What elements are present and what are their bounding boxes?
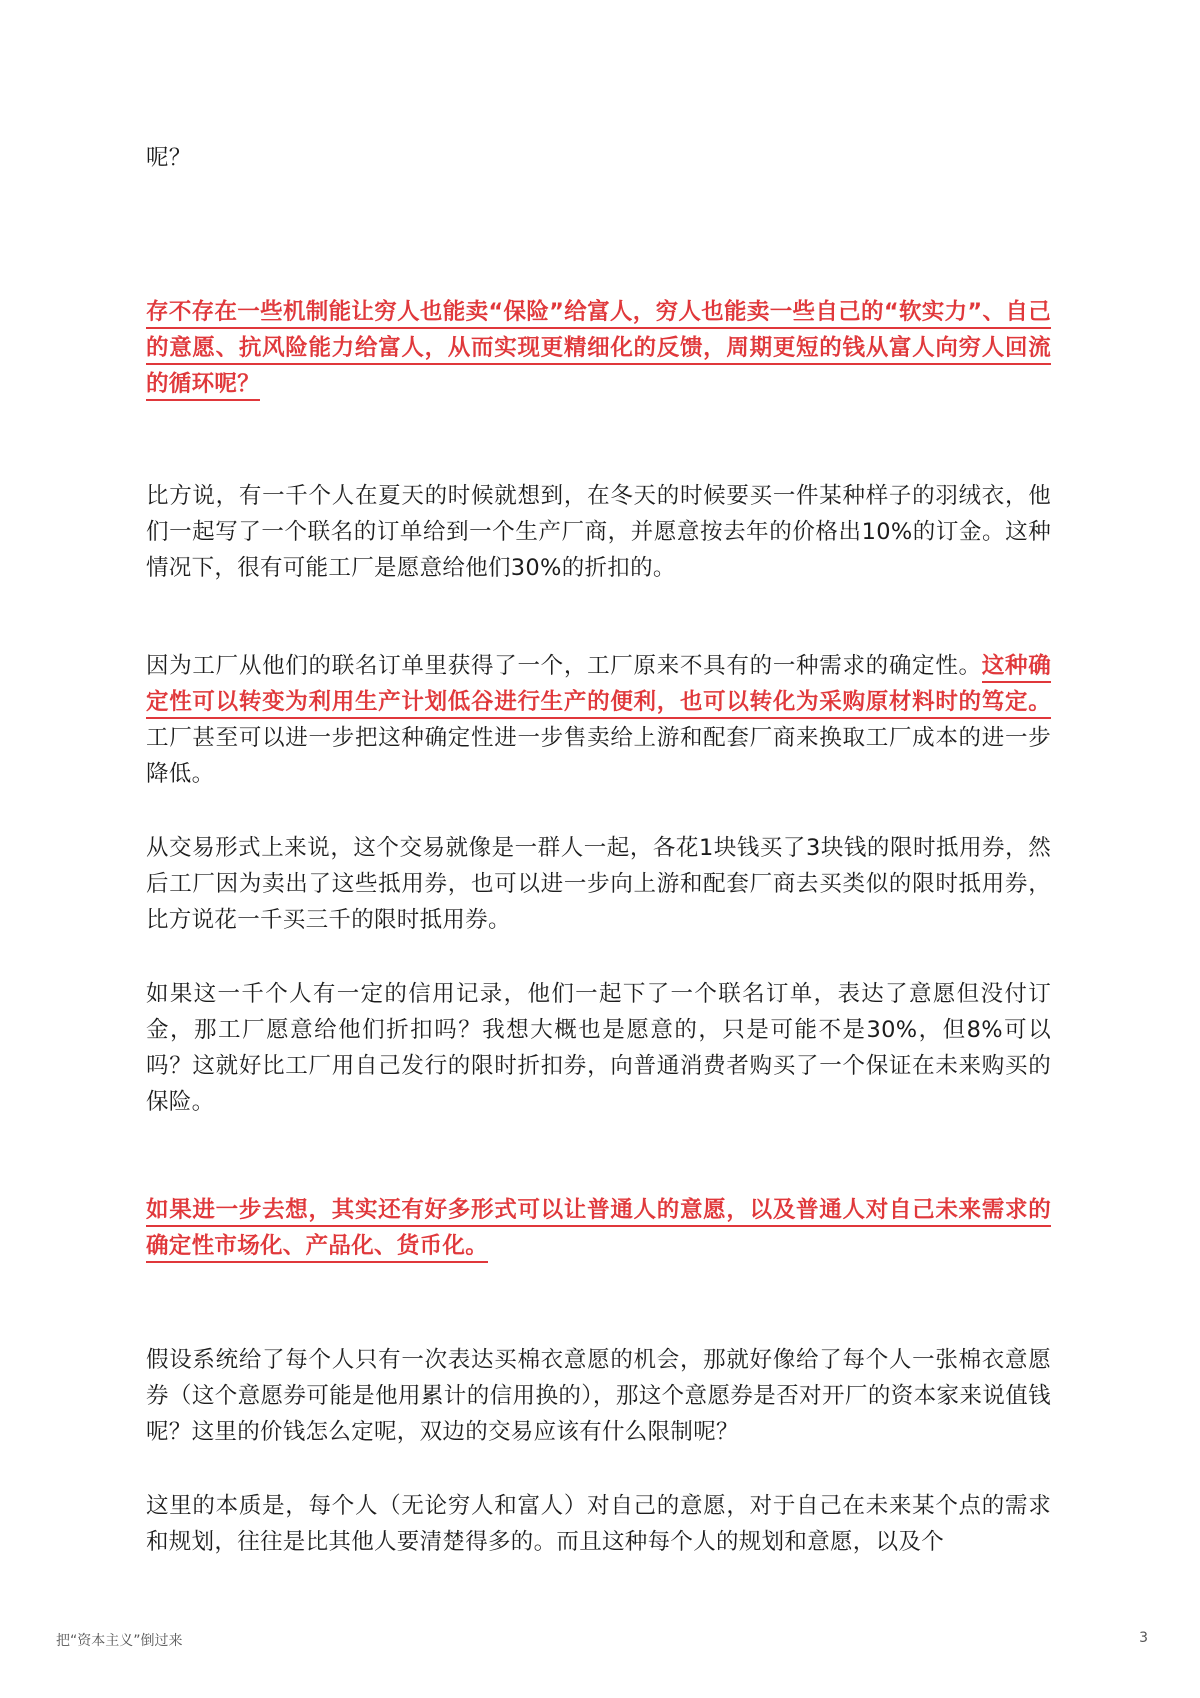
highlighted-question: 存不存在一些机制能让穷人也能卖“保险”给富人，穷人也能卖一些自己的“软实力”、自己的意愿、抗风险能力给富人，从而实现更精细化的反馈，周期更短的钱从富人向穷人回流的循环呢？ xyxy=(146,299,1051,401)
highlighted-statement: 如果进一步去想，其实还有好多形式可以让普通人的意愿，以及普通人对自己未来需求的确定性市场化、产品化、货币化。 xyxy=(146,1197,1051,1263)
paragraph-2-highlight xyxy=(146,294,1051,402)
paragraph-8-text: 假设系统给了每个人只有一次表达买棉衣意愿的机会，那就好像给了每个人一张棉衣意愿券（这个意愿券可能是他用累计的信用换的），那这个意愿券是否对开厂的资本家来说值钱呢？这里的价钱怎么定呢，双边的交易应该有什么限制呢？ xyxy=(146,1347,1051,1445)
paragraph-4 xyxy=(146,648,1051,792)
footer-document-title: 把“资本主义”倒过来 xyxy=(56,1633,183,1649)
paragraph-8 xyxy=(146,1342,1051,1450)
paragraph-3-text: 比方说，有一千个人在夏天的时候就想到，在冬天的时候要买一件某种样子的羽绒衣，他们一起写了一个联名的订单给到一个生产厂商，并愿意按去年的价格出10%的订金。这种情况下，很有可能工厂是愿意给他们30%的折扣的。 xyxy=(146,483,1051,581)
paragraph-9-text: 这里的本质是，每个人（无论穷人和富人）对自己的意愿，对于自己在未来某个点的需求和规划，往往是比其他人要清楚得多的。而且这种每个人的规划和意愿，以及个 xyxy=(146,1493,1051,1555)
footer-page-number: 3 xyxy=(1139,1630,1148,1646)
paragraph-5-text: 从交易形式上来说，这个交易就像是一群人一起，各花1块钱买了3块钱的限时抵用券，然后工厂因为卖出了这些抵用券，也可以进一步向上游和配套厂商去买类似的限时抵用券，比方说花一千买三千的限时抵用券。 xyxy=(146,835,1051,933)
paragraph-4-text-a: 因为工厂从他们的联名订单里获得了一个，工厂原来不具有的一种需求的确定性。 xyxy=(146,653,982,679)
paragraph-3 xyxy=(146,478,1051,586)
paragraph-9 xyxy=(146,1488,1051,1560)
paragraph-4-text-b: 工厂甚至可以进一步把这种确定性进一步售卖给上游和配套厂商来换取工厂成本的进一步降低。 xyxy=(146,725,1051,787)
paragraph-6 xyxy=(146,976,1051,1120)
paragraph-4-highlight: 这种确定性可以转变为利用生产计划低谷进行生产的便利，也可以转化为采购原材料时的笃定。 xyxy=(146,653,1051,719)
paragraph-6-text: 如果这一千个人有一定的信用记录，他们一起下了一个联名订单，表达了意愿但没付订金，那工厂愿意给他们折扣吗？我想大概也是愿意的，只是可能不是30%，但8%可以吗？这就好比工厂用自己发行的限时折扣券，向普通消费者购买了一个保证在未来购买的保险。 xyxy=(146,981,1051,1115)
paragraph-7-highlight xyxy=(146,1192,1051,1264)
paragraph-5 xyxy=(146,830,1051,938)
paragraph-1-text: 呢？ xyxy=(146,145,192,171)
paragraph-1 xyxy=(146,140,1051,176)
